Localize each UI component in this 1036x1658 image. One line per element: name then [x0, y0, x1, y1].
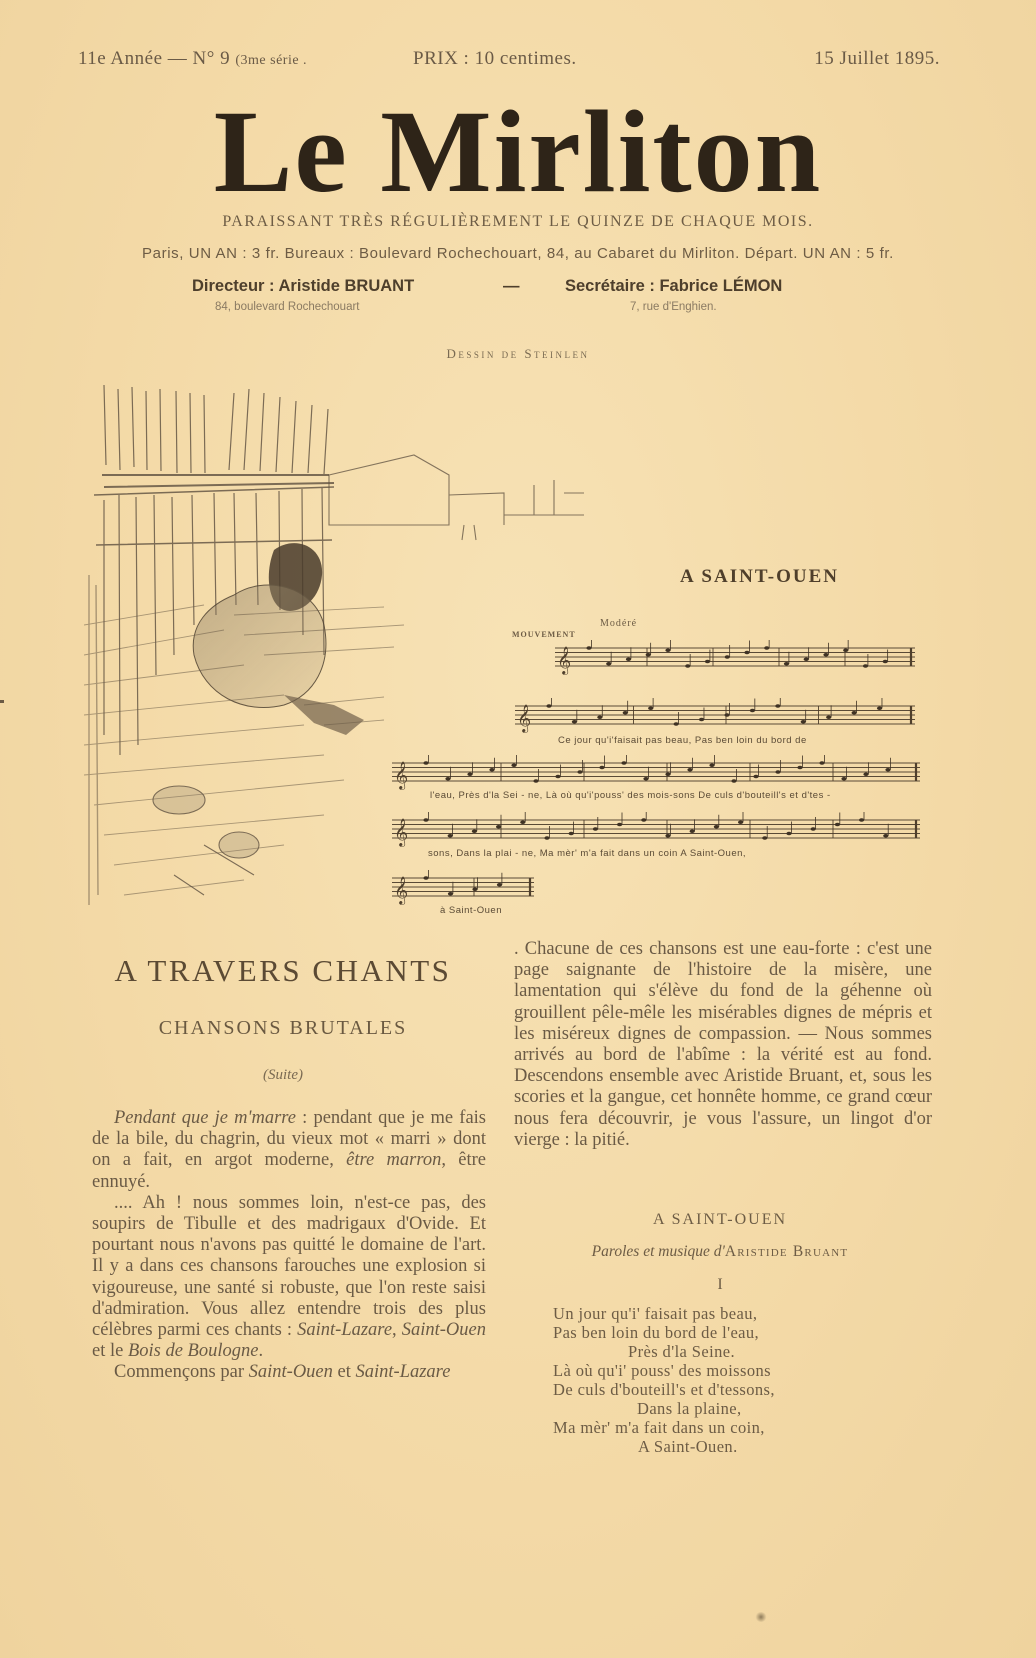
note-head	[685, 664, 690, 668]
note-head	[883, 834, 888, 838]
secretary-address: 7, rue d'Enghien.	[630, 301, 717, 313]
foreground-bottles	[153, 786, 259, 895]
seated-figure	[193, 543, 364, 735]
note-head	[835, 823, 840, 827]
note-head	[555, 775, 560, 779]
music-staff-2	[515, 698, 915, 734]
note-head	[445, 777, 450, 781]
note-head	[472, 887, 477, 891]
note-head	[665, 772, 670, 776]
score-lyric-3: sons, Dans la plai - ne, Ma mèr' m'a fait dans un coin A Saint-Ouen,	[428, 848, 747, 859]
note-head	[852, 711, 857, 715]
illustration-credit: Dessin de Steinlen	[446, 346, 590, 361]
score-title: A SAINT-OUEN	[680, 566, 839, 587]
note-head	[863, 664, 868, 668]
note-head	[423, 876, 428, 880]
note-head	[764, 646, 769, 650]
note-head	[674, 722, 679, 726]
score-lyric-2: l'eau, Près d'la Sei - ne, Là où qu'i'pouss' des mois-sons De culs d'bouteill's et d'tes -	[430, 790, 831, 801]
article-column-left	[92, 1108, 486, 1384]
article-continued: (Suite)	[263, 1067, 303, 1083]
note-head	[843, 648, 848, 652]
treble-clef-icon: 𝄞	[394, 878, 409, 904]
note-head	[714, 825, 719, 829]
issue-number	[78, 48, 307, 70]
note-head	[646, 653, 651, 657]
note-head	[687, 768, 692, 772]
note-head	[877, 706, 882, 710]
note-head	[724, 713, 729, 717]
ink-smudge	[755, 1612, 767, 1622]
article-paragraph: .... Ah ! nous sommes loin, n'est-ce pas, des soupirs de Tibulle et des madrigaux d'Ovide. Et pourtant nous n'avons pas quitté le domaine de l'art. Il y a dans ces chansons farouches une explosion si vigoureuse, une santé si robuste, que l'on reste saisi d'admiration. Vous allez entendre trois des plus célèbres parmi ces chants : Saint-Lazare, Saint-Ouen et le Bois de Boulogne.	[92, 1192, 486, 1362]
note-head	[804, 657, 809, 661]
note-head	[467, 772, 472, 776]
article-paragraph-continued: . Chacune de ces chansons est une eau-forte : c'est une page saignante de l'histoire de la misère, une lamentation qui s'élève du fond de la géhenne où grouillent pêle-mêle les misérables dignes de mépris et les miséreux dignes de compassion. — Nous sommes arrivés au bord de l'abîme : la vérité est au fond. Descendons ensemble avec Aristide Bruant, et, sous les scories et la gangue, cet honnête homme, ce grand cœur nous fera découvrir, je vous l'assure, un lingot d'or vierge : la pitié.	[514, 939, 932, 1150]
issue-info-line	[78, 48, 940, 76]
article-paragraph: Pendant que je m'marre : pendant que je me fais de la bile, du chagrin, du vieux mot « marri » dont on a fait, en argot moderne, être marron, être ennuyé.	[92, 1108, 486, 1192]
note-head	[823, 653, 828, 657]
article-title: A TRAVERS CHANTS	[114, 953, 452, 988]
note-head	[544, 836, 549, 840]
poem-line: Pas ben loin du bord de l'eau,	[553, 1323, 760, 1342]
note-head	[472, 829, 477, 833]
note-head	[709, 763, 714, 767]
note-head	[572, 720, 577, 724]
masthead-title: Le Mirliton	[213, 86, 823, 217]
note-head	[738, 820, 743, 824]
note-head	[863, 772, 868, 776]
staff-separator: —	[503, 277, 520, 295]
note-head	[750, 709, 755, 713]
article-paragraph: Commençons par Saint-Ouen et Saint-Lazare	[114, 1362, 451, 1383]
year-label: 11e Année	[78, 48, 163, 69]
score-lyric-4: à Saint-Ouen	[440, 905, 502, 916]
stanza-number: I	[717, 1276, 723, 1293]
note-head	[826, 715, 831, 719]
poem-line: Ma mèr' m'a fait dans un coin,	[553, 1418, 765, 1437]
note-head	[641, 818, 646, 822]
note-head	[801, 720, 806, 724]
music-staff-1	[555, 640, 915, 690]
note-head	[546, 704, 551, 708]
note-head	[497, 883, 502, 887]
price-label: PRIX : 10 centimes.	[413, 48, 577, 69]
masthead-tagline: PARAISSANT TRÈS RÉGULIÈREMENT LE QUINZE DE CHAQUE MOIS.	[222, 213, 814, 230]
issue-label: — N° 9	[167, 48, 231, 69]
music-staff-5	[392, 870, 534, 906]
note-head	[586, 646, 591, 650]
poem-line: Près d'la Seine.	[628, 1342, 735, 1361]
note-head	[841, 777, 846, 781]
poem-stanza	[553, 1304, 913, 1456]
note-head	[705, 660, 710, 664]
note-head	[699, 718, 704, 722]
note-head	[744, 651, 749, 655]
article-column-right	[514, 939, 932, 1151]
note-head	[762, 836, 767, 840]
poem-line: Là où qu'i' pouss' des moissons	[553, 1361, 771, 1380]
note-head	[606, 662, 611, 666]
note-head	[665, 834, 670, 838]
note-head	[577, 770, 582, 774]
note-head	[448, 892, 453, 896]
note-head	[599, 766, 604, 770]
director-address: 84, boulevard Rochechouart	[215, 301, 360, 313]
note-head	[885, 768, 890, 772]
note-head	[623, 711, 628, 715]
subscription-info: Paris, UN AN : 3 fr. Bureaux : Boulevard Rochechouart, 84, au Cabaret du Mirliton. Départ. UN AN : 5 fr.	[142, 245, 894, 262]
note-head	[511, 763, 516, 767]
note-head	[593, 827, 598, 831]
note-head	[819, 761, 824, 765]
note-head	[448, 834, 453, 838]
note-head	[617, 823, 622, 827]
note-head	[731, 779, 736, 783]
poem-line: Dans la plaine,	[637, 1399, 742, 1418]
note-head	[786, 832, 791, 836]
score-lyric-1: Ce jour qu'i'faisait pas beau, Pas ben loin du bord de	[558, 735, 807, 746]
note-head	[883, 660, 888, 664]
note-head	[489, 768, 494, 772]
note-head	[753, 775, 758, 779]
note-head	[784, 662, 789, 666]
note-head	[648, 706, 653, 710]
note-head	[643, 777, 648, 781]
note-head	[569, 832, 574, 836]
note-head	[797, 766, 802, 770]
note-head	[859, 818, 864, 822]
note-head	[533, 779, 538, 783]
music-staff-4	[392, 812, 920, 848]
note-head	[626, 657, 631, 661]
article-subtitle: CHANSONS BRUTALES	[158, 1017, 408, 1039]
treble-clef-icon: 𝄞	[394, 820, 409, 846]
note-head	[775, 704, 780, 708]
director-credit: Directeur : Aristide BRUANT	[192, 277, 415, 295]
score-voice-label: MOUVEMENT	[512, 630, 576, 639]
treble-clef-icon: 𝄞	[517, 706, 532, 732]
note-head	[775, 770, 780, 774]
poem-title: A SAINT-OUEN	[652, 1211, 788, 1228]
note-head	[665, 648, 670, 652]
note-head	[690, 829, 695, 833]
note-head	[811, 827, 816, 831]
edge-mark	[0, 700, 4, 703]
note-head	[621, 761, 626, 765]
note-head	[423, 761, 428, 765]
score-tempo: Modéré	[600, 618, 638, 629]
treble-clef-icon: 𝄞	[394, 763, 409, 789]
note-head	[423, 818, 428, 822]
note-head	[597, 715, 602, 719]
music-staff-3	[392, 755, 920, 791]
treble-clef-icon: 𝄞	[557, 648, 572, 674]
poem-line: De culs d'bouteill's et d'tessons,	[553, 1380, 775, 1399]
date-label: 15 Juillet 1895.	[814, 48, 940, 69]
secretary-credit: Secrétaire : Fabrice LÉMON	[565, 277, 783, 295]
note-head	[520, 820, 525, 824]
poem-line: A Saint-Ouen.	[638, 1437, 738, 1456]
series-label: (3me série .	[235, 53, 308, 68]
poem-credit: Paroles et musique d'Aristide Bruant	[591, 1243, 849, 1260]
note-head	[725, 655, 730, 659]
distant-buildings	[329, 455, 584, 540]
poem-line: Un jour qu'i' faisait pas beau,	[553, 1304, 758, 1323]
note-head	[496, 825, 501, 829]
